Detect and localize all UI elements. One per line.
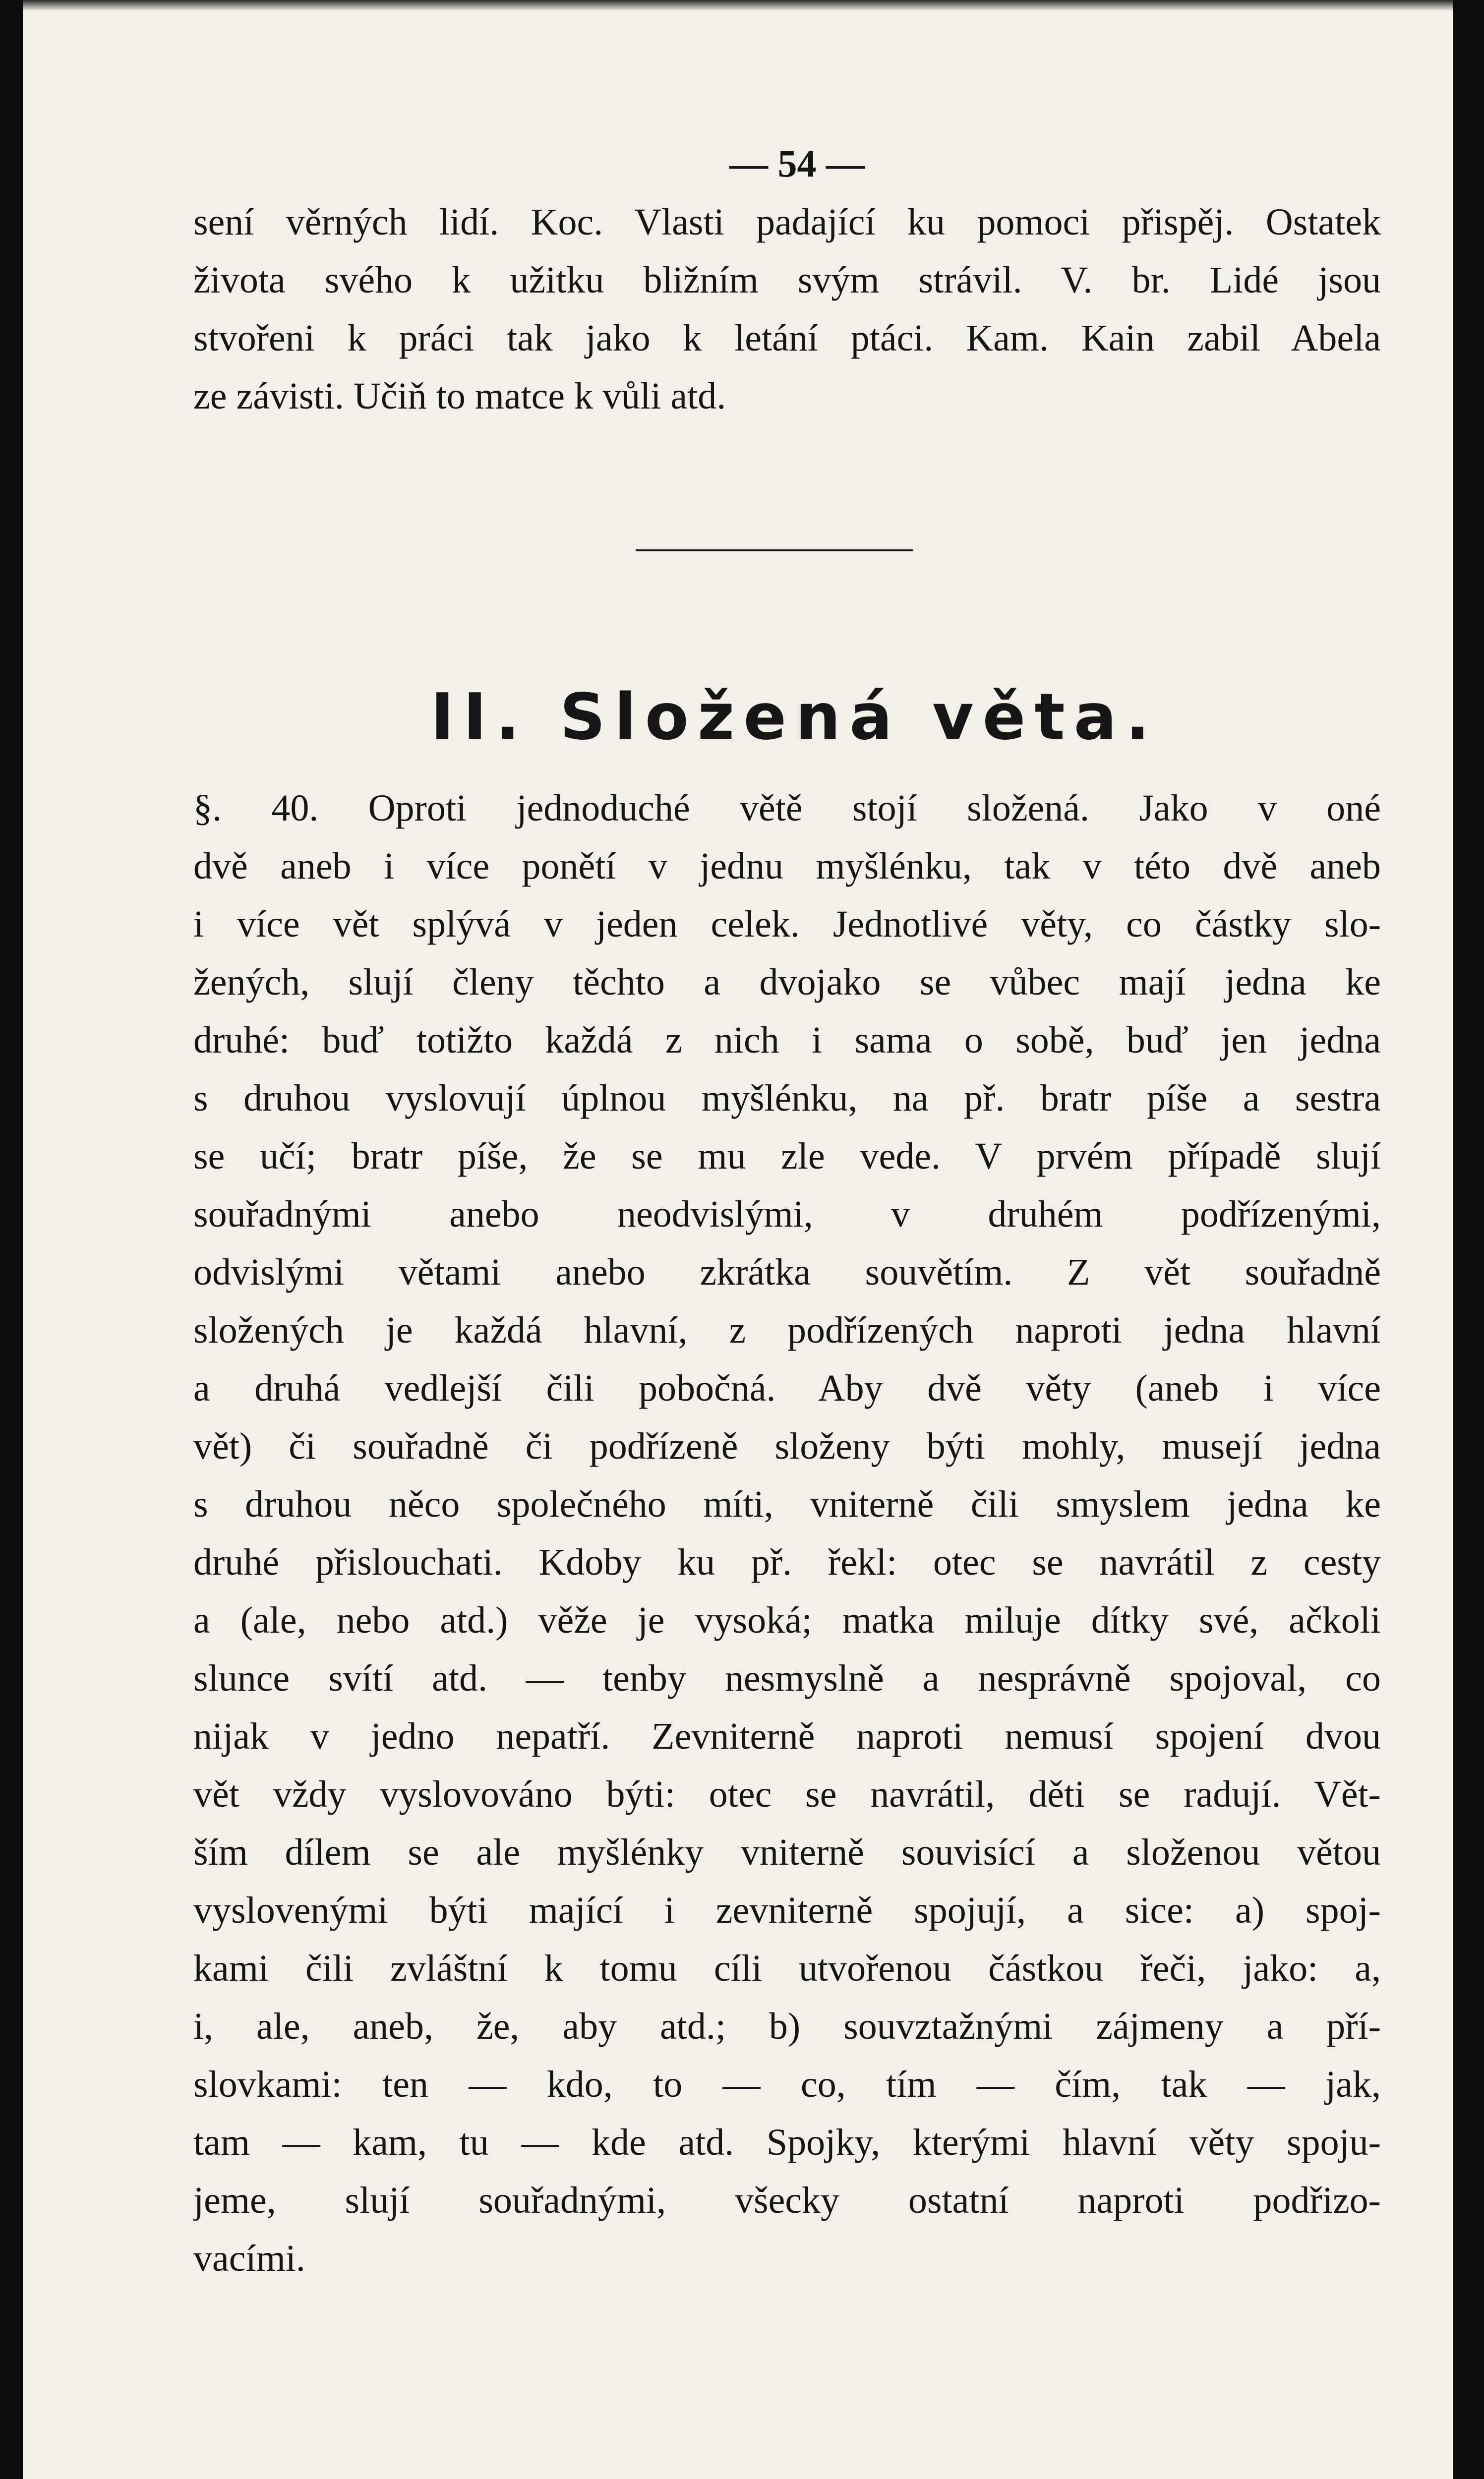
line-text: jeme, slují souřadnými, všecky ostatní naproti podřizo- [193, 2180, 1381, 2221]
line-text: sení věrných lidí. Koc. Vlasti padající ku pomoci přispěj. Ostatek [193, 201, 1381, 243]
line-text: se učí; bratr píše, že se mu zle vede. V prvém případě slují [193, 1135, 1381, 1177]
text-line [193, 1940, 1381, 1998]
text-line [193, 193, 1381, 251]
text-line [193, 1185, 1381, 1243]
section-paragraph [193, 779, 1381, 2288]
line-text: tam — kam, tu — kde atd. Spojky, kterými hlavní věty spoju- [193, 2122, 1381, 2163]
line-text: života svého k užitku bližním svým strávil. V. br. Lidé jsou [193, 259, 1381, 301]
line-text: odvislými větami anebo zkrátka souvětím. Z vět souřadně [193, 1251, 1381, 1293]
text-line [193, 1359, 1381, 1417]
line-text: s druhou vyslovují úplnou myšlénku, na př. bratr píše a sestra [193, 1077, 1381, 1119]
line-text: vět) či souřadně či podřízeně složeny býti mohly, musejí jedna [193, 1425, 1381, 1467]
text-line [193, 1998, 1381, 2056]
line-text: ším dílem se ale myšlénky vniterně souvisící a složenou větou [193, 1831, 1381, 1873]
text-line [193, 1824, 1381, 1882]
line-text: žených, slují členy těchto a dvojako se vůbec mají jedna ke [193, 961, 1381, 1003]
line-text: stvořeni k práci tak jako k letání ptáci. Kam. Kain zabil Abela [193, 317, 1381, 359]
text-line [193, 2114, 1381, 2172]
text-line [193, 1592, 1381, 1650]
text-line [193, 1127, 1381, 1185]
text-line [193, 1534, 1381, 1592]
line-text: slovkami: ten — kdo, to — co, tím — čím, tak — jak, [193, 2064, 1381, 2105]
book-page [193, 134, 1381, 2288]
text-line [193, 1882, 1381, 1940]
text-line [193, 779, 1381, 837]
line-text: vacími. [193, 2238, 305, 2279]
text-line [193, 2230, 1381, 2288]
line-text: a (ale, nebo atd.) věže je vysoká; matka miluje dítky své, ačkoli [193, 1599, 1381, 1641]
text-line [193, 1301, 1381, 1359]
line-text: s druhou něco společného míti, vniterně čili smyslem jedna ke [193, 1483, 1381, 1525]
text-line [193, 1766, 1381, 1824]
text-line [193, 2172, 1381, 2230]
line-text: vět vždy vyslovováno býti: otec se navrátil, děti se radují. Vět- [193, 1773, 1381, 1815]
page-number: — 54 — [729, 142, 865, 185]
intro-paragraph [193, 193, 1381, 425]
line-text: druhé: buď totižto každá z nich i sama o sobě, buď jen jedna [193, 1019, 1381, 1061]
section-title: II. Složená věta. [430, 680, 1159, 754]
line-text: i více vět splývá v jeden celek. Jednotlivé věty, co částky slo- [193, 903, 1381, 945]
line-text: ze závisti. Učiň to matce k vůli atd. [193, 375, 726, 417]
section-divider [636, 549, 913, 551]
line-text: §. 40. Oproti jednoduché větě stojí složená. Jako v oné [193, 787, 1381, 829]
line-text: i, ale, aneb, že, aby atd.; b) souvztažnými zájmeny a pří- [193, 2006, 1381, 2047]
scan-top-shadow [0, 0, 1484, 11]
line-text: vyslovenými býti mající i zevniterně spojují, a sice: a) spoj- [193, 1889, 1381, 1931]
text-line [193, 895, 1381, 953]
line-text: nijak v jedno nepatří. Zevniterně naproti nemusí spojení dvou [193, 1715, 1381, 1757]
line-text: kami čili zvláštní k tomu cíli utvořenou částkou řeči, jako: a, [193, 1948, 1381, 1989]
text-line [193, 1243, 1381, 1301]
line-text: druhé přislouchati. Kdoby ku př. řekl: otec se navrátil z cesty [193, 1541, 1381, 1583]
text-line [193, 1417, 1381, 1476]
scan-left-border [0, 0, 23, 2479]
text-line [193, 1476, 1381, 1534]
text-line [193, 251, 1381, 309]
line-text: dvě aneb i více ponětí v jednu myšlénku, tak v této dvě aneb [193, 845, 1381, 887]
line-text: slunce svítí atd. — tenby nesmyslně a nesprávně spojoval, co [193, 1657, 1381, 1699]
text-line [193, 2056, 1381, 2114]
text-line [193, 837, 1381, 895]
line-text: a druhá vedlejší čili pobočná. Aby dvě věty (aneb i více [193, 1367, 1381, 1409]
scan-right-border [1453, 0, 1484, 2479]
text-line [193, 367, 1381, 425]
text-line [193, 1708, 1381, 1766]
text-line [193, 1069, 1381, 1127]
line-text: složených je každá hlavní, z podřízených naproti jedna hlavní [193, 1309, 1381, 1351]
line-text: souřadnými anebo neodvislými, v druhém podřízenými, [193, 1193, 1381, 1235]
text-line [193, 309, 1381, 367]
text-line [193, 953, 1381, 1011]
text-line [193, 1011, 1381, 1069]
text-line [193, 1650, 1381, 1708]
